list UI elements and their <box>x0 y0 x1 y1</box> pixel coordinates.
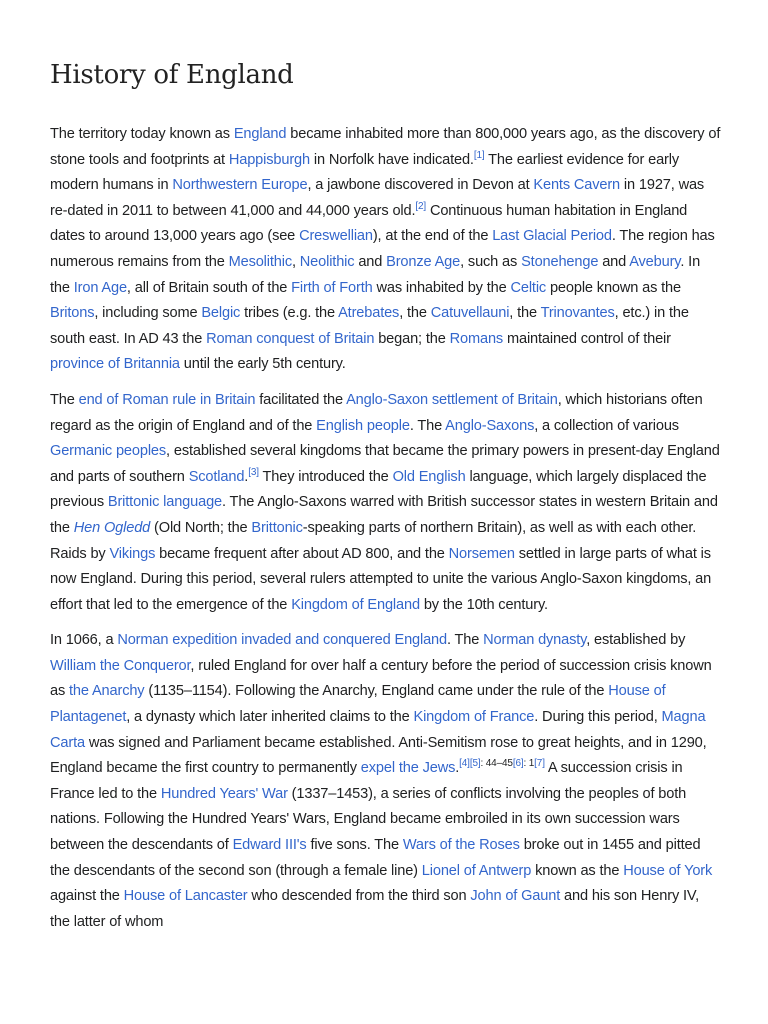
wiki-link[interactable]: Scotland <box>188 468 245 485</box>
body-text: . During this period, <box>534 709 662 726</box>
body-text: and <box>354 253 387 270</box>
body-text: . The Anglo-Saxons warred with British successor states in western Britain and the <box>50 494 718 536</box>
wiki-link[interactable]: Kingdom of France <box>413 709 535 726</box>
wiki-link[interactable]: Celtic <box>510 279 547 296</box>
body-text: Continuous human habitation in England dates to around 13,000 years ago (see <box>50 202 688 245</box>
body-text: broke out in 1455 and pitted the descendants of the second son (through a female line) <box>50 837 701 879</box>
body-text: The <box>50 391 79 408</box>
wiki-link[interactable]: Mesolithic <box>228 253 292 270</box>
wiki-link[interactable]: John of Gaunt <box>470 888 561 905</box>
wiki-link[interactable]: the Anarchy <box>69 683 145 700</box>
body-text: tribes (e.g. the <box>240 305 339 322</box>
citation-ref <box>523 758 534 769</box>
body-text: , a collection of various <box>534 417 679 434</box>
body-text: who descended from the third son <box>247 888 471 905</box>
paragraph-2 <box>50 388 722 618</box>
wiki-link[interactable]: Northwestern Europe <box>172 177 308 194</box>
body-text: . <box>244 468 249 485</box>
body-text: , a jawbone discovered in Devon at <box>307 177 534 194</box>
citation-page: : 44–45 <box>480 758 513 770</box>
body-text: began; the <box>374 330 450 347</box>
wiki-link[interactable]: Trinovantes <box>540 305 615 322</box>
citation-ref[interactable] <box>470 758 481 769</box>
body-text: until the early 5th century. <box>179 356 346 373</box>
wiki-link[interactable]: Bronze Age <box>386 253 461 270</box>
body-text: against the <box>50 888 124 905</box>
citation-ref[interactable] <box>459 758 470 769</box>
wiki-link[interactable]: Catuvellauni <box>430 305 510 322</box>
body-text: in 1927, was re-dated in 2011 to between 41,000 and 44,000 years old. <box>50 177 705 219</box>
wiki-link[interactable]: end of Roman rule in Britain <box>78 391 256 408</box>
body-text: maintained control of their <box>503 330 671 347</box>
wiki-link[interactable]: Anglo-Saxon settlement of Britain <box>346 391 558 408</box>
body-text: They introduced the <box>258 468 393 485</box>
wiki-link[interactable]: Kingdom of England <box>291 596 420 613</box>
wiki-link[interactable]: Brittonic language <box>107 494 223 511</box>
wiki-link[interactable]: House of Lancaster <box>123 888 248 905</box>
body-text: settled in large parts of what is now England. During this period, several rulers attempted to unite the various Anglo-Saxon kingdoms, an effort that led to the emergence of the <box>50 545 712 613</box>
wiki-link[interactable]: Hundred Years' War <box>160 785 288 802</box>
wiki-link[interactable]: Hen Ogledd <box>73 519 151 536</box>
body-text: was signed and Parliament became established. Anti-Semitism rose to great heights, and in 1290, England became the first country to permanently <box>50 734 707 777</box>
body-text: became frequent after about AD 800, and the <box>155 545 449 562</box>
paragraph-1 <box>50 122 722 378</box>
body-text: in Norfolk have indicated. <box>309 151 474 168</box>
wiki-link[interactable]: Romans <box>449 330 504 347</box>
body-text: , established several kingdoms that became the primary powers in present-day England and parts of southern <box>50 443 720 485</box>
wiki-link[interactable]: Vikings <box>109 545 156 562</box>
wiki-link[interactable]: House of York <box>623 862 713 879</box>
body-text: , such as <box>460 253 522 270</box>
body-text: language, which largely displaced the previous <box>50 468 707 511</box>
wiki-link[interactable]: Anglo-Saxons <box>445 417 535 434</box>
wiki-link[interactable]: House of Plantagenet <box>50 683 666 726</box>
body-text: In 1066, a <box>50 632 118 649</box>
wiki-link[interactable]: Britons <box>50 305 95 322</box>
wiki-link[interactable]: England <box>233 126 287 142</box>
wiki-link[interactable]: Wars of the Roses <box>402 837 520 854</box>
body-text: by the 10th century. <box>419 596 548 613</box>
citation-ref[interactable] <box>474 150 485 161</box>
wiki-link[interactable]: Creswellian <box>299 228 373 245</box>
body-text: The earliest evidence for early modern humans in <box>50 151 679 194</box>
body-text: , <box>291 253 300 270</box>
body-text: . The <box>409 417 446 434</box>
citation-ref <box>480 758 512 769</box>
article <box>50 0 722 945</box>
wiki-link[interactable]: Edward III's <box>232 837 307 854</box>
body-text: facilitated the <box>255 391 347 408</box>
wiki-link[interactable]: Iron Age <box>73 279 127 296</box>
wiki-link[interactable]: Atrebates <box>338 305 400 322</box>
citation-page: : 1 <box>523 758 535 770</box>
body-text: , which historians often regard as the origin of England and of the <box>50 391 703 434</box>
citation-link[interactable]: [6] <box>512 758 524 770</box>
body-text: . <box>455 760 460 777</box>
citation-ref[interactable] <box>415 201 426 212</box>
body-text: , a dynasty which later inherited claims to the <box>126 709 414 726</box>
wiki-link[interactable]: Germanic peoples <box>50 443 167 460</box>
citation-link[interactable]: [7] <box>534 758 545 770</box>
wiki-link[interactable]: Happisburgh <box>228 151 310 168</box>
body-text: known as the <box>531 862 624 879</box>
citation-link[interactable]: [1] <box>473 149 485 161</box>
wiki-link[interactable]: expel the Jews <box>360 760 456 777</box>
body-text: five sons. The <box>306 837 403 854</box>
wiki-link[interactable]: Norman dynasty <box>483 632 587 649</box>
body-text: , the <box>399 305 431 322</box>
body-text: ), at the end of the <box>372 228 493 245</box>
wiki-link[interactable]: province of Britannia <box>50 356 180 373</box>
wiki-link[interactable]: Lionel of Antwerp <box>421 862 532 879</box>
body-text: , ruled England for over half a century before the period of succession crisis known as <box>50 657 712 700</box>
paragraph-3 <box>50 628 722 935</box>
wiki-link[interactable]: Magna Carta <box>50 709 706 751</box>
body-text: The territory today known as <box>50 126 234 142</box>
wiki-link[interactable]: Roman conquest of Britain <box>206 330 375 347</box>
body-text: , all of Britain south of the <box>126 279 292 296</box>
body-text: , etc.) in the south east. In AD 43 the <box>50 305 689 347</box>
wiki-link[interactable]: Avebury <box>629 253 681 270</box>
article-body <box>50 122 722 935</box>
body-text: people known as the <box>546 279 681 296</box>
body-text: -speaking parts of northern Britain), as well as with each other. Raids by <box>50 519 697 562</box>
wiki-link[interactable]: Neolithic <box>299 253 355 270</box>
page-title: History of England <box>50 60 294 90</box>
body-text: (1337–1453), a series of conflicts involving the peoples of both nations. Following the Hundred Years' Wars, England became embroiled in its own succession wars between the descendants of <box>50 785 687 854</box>
wiki-link[interactable]: Norman expedition invaded and conquered England <box>117 632 447 649</box>
wiki-link[interactable]: Firth of Forth <box>291 279 373 296</box>
wiki-link[interactable]: Belgic <box>201 305 241 322</box>
body-text: was inhabited by the <box>372 279 511 296</box>
body-text: . In the <box>50 253 701 296</box>
wiki-link[interactable]: Last Glacial Period <box>492 228 612 245</box>
citation-link[interactable]: [5] <box>469 758 481 770</box>
citation-link[interactable]: [4] <box>459 758 470 770</box>
body-text: and <box>598 253 630 270</box>
citation-link[interactable]: [2] <box>415 200 427 212</box>
citation-ref[interactable] <box>513 758 524 769</box>
wiki-link[interactable]: Stonehenge <box>521 253 599 270</box>
body-text: , established by <box>586 632 686 649</box>
body-text: A succession crisis in France led to the <box>50 760 683 802</box>
wiki-link[interactable]: Kents Cavern <box>533 177 621 194</box>
citation-ref[interactable] <box>534 758 545 769</box>
wiki-link[interactable]: English people <box>316 417 410 434</box>
body-text: . The region has numerous remains from the <box>50 228 715 270</box>
body-text: and his son Henry IV, the latter of whom <box>50 888 700 930</box>
wiki-link[interactable]: William the Conqueror <box>50 657 191 674</box>
citation-link[interactable]: [3] <box>248 466 259 478</box>
body-text: , the <box>509 305 541 322</box>
wiki-link[interactable]: Brittonic <box>251 519 303 536</box>
citation-ref[interactable] <box>248 467 259 478</box>
wiki-link[interactable]: Norsemen <box>448 545 515 562</box>
wiki-link[interactable]: Old English <box>392 468 466 485</box>
body-text: , including some <box>94 305 202 322</box>
body-text: . The <box>447 632 484 649</box>
body-text: (Old North; the <box>150 519 252 536</box>
body-text: (1135–1154). Following the Anarchy, England came under the rule of the <box>144 683 609 700</box>
body-text: became inhabited more than 800,000 years ago, as the discovery of stone tools and footprints at <box>50 126 721 168</box>
